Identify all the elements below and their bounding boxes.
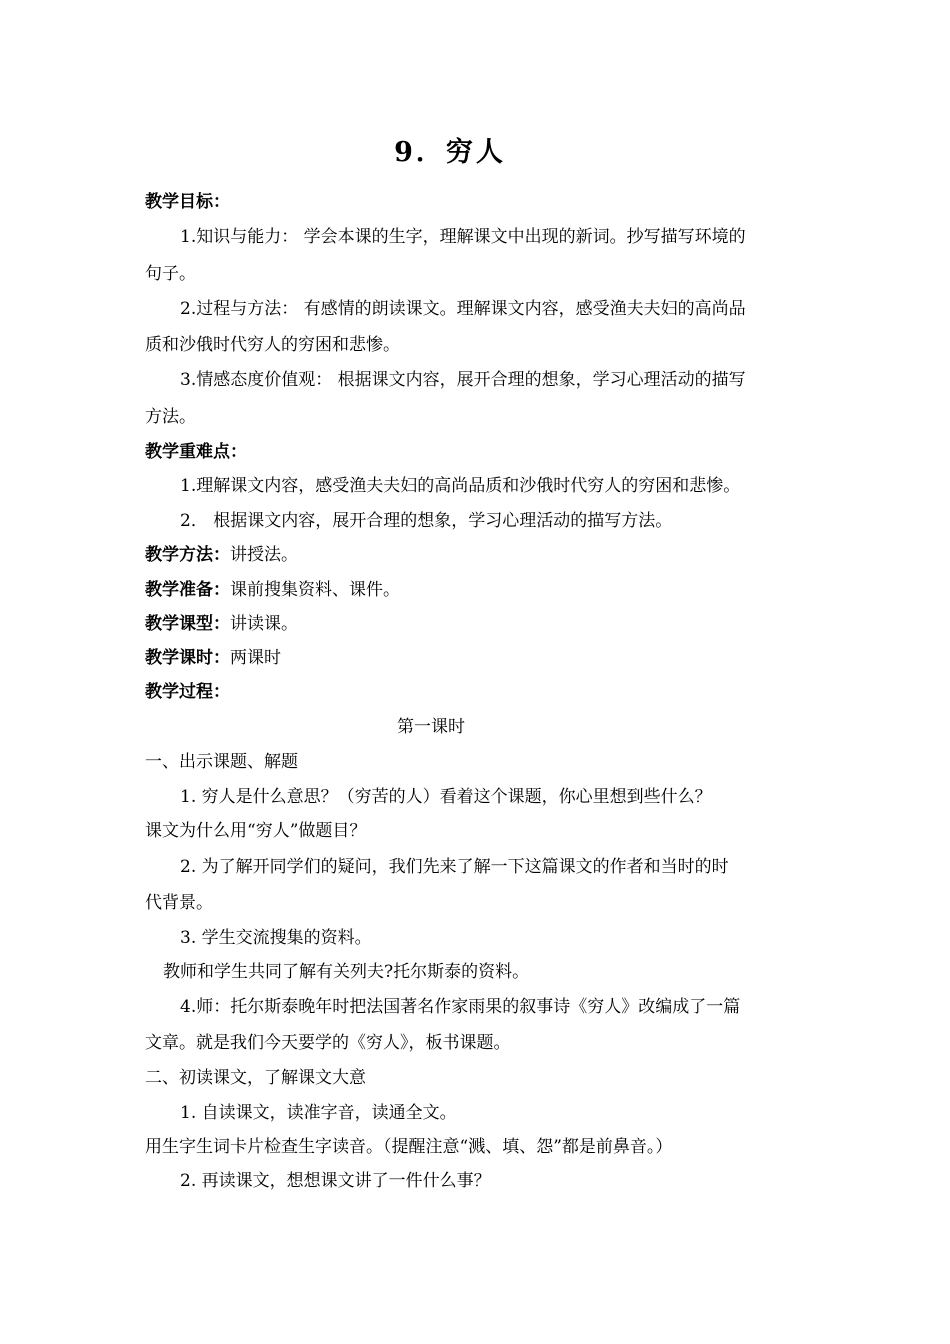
session-title: 第一课时 [397,717,465,737]
prep-label: 教学准备： [145,580,230,600]
step-2-1-note: 用生字生词卡片检查生字读音。（提醒注意“溅、填、怨”都是前鼻音。） [145,1137,673,1157]
goal-1-line-1: 1.知识与能力： 学会本课的生字，理解课文中出现的新词。抄写描写环境的 [180,227,746,247]
step-1-2-line-1: 2. 为了解开同学们的疑问，我们先来了解一下这篇课文的作者和当时的时 [180,857,729,877]
lesson-type-value: 讲读课。 [230,614,298,634]
step-2-2: 2. 再读课文，想想课文讲了一件什么事？ [180,1171,491,1191]
goal-3-line-1: 3.情感态度价值观： 根据课文内容，展开合理的想象，学习心理活动的描写 [180,370,746,390]
step-1-4-line-2: 文章。就是我们今天要学的《穷人》，板书课题。 [145,1033,511,1053]
goals-heading: 教学目标： [145,192,230,212]
hours-value: 两课时 [230,648,281,668]
goal-3-line-2: 方法。 [145,407,196,427]
step-1-4-line-1: 4.师：托尔斯泰晚年时把法国著名作家雨果的叙事诗《穷人》改编成了一篇 [180,997,741,1017]
section-2-heading: 二、初读课文，了解课文大意 [145,1068,366,1088]
method-row [145,543,298,567]
step-2-1: 1. 自读课文，读准字音，读通全文。 [180,1103,457,1123]
step-1-3-note: 教师和学生共同了解有关列夫?托尔斯泰的资料。 [163,962,530,982]
goal-1-line-2: 句子。 [145,264,196,284]
method-value: 讲授法。 [230,545,298,565]
goal-2-line-2: 质和沙俄时代穷人的穷困和悲惨。 [145,335,400,355]
lesson-type-label: 教学课型： [145,614,230,634]
key-points-heading: 教学重难点： [145,442,247,462]
step-1-2-line-2: 代背景。 [145,893,213,913]
step-1-1-line-2: 课文为什么用“穷人”做题目？ [145,821,367,841]
section-1-heading: 一、出示课题、解题 [145,752,298,772]
hours-label: 教学课时： [145,648,230,668]
key-point-2: 2． 根据课文内容，展开合理的想象，学习心理活动的描写方法。 [180,511,673,531]
prep-value: 课前搜集资料、课件。 [230,580,400,600]
prep-row [145,578,400,602]
method-label: 教学方法： [145,545,230,565]
goal-2-line-1: 2.过程与方法： 有感情的朗读课文。理解课文内容，感受渔夫夫妇的高尚品 [180,299,746,319]
process-heading: 教学过程： [145,682,230,702]
lesson-type-row [145,612,298,636]
key-point-1: 1.理解课文内容，感受渔夫夫妇的高尚品质和沙俄时代穷人的穷困和悲惨。 [180,476,741,496]
step-1-3: 3. 学生交流搜集的资料。 [180,928,372,948]
hours-row [145,646,281,670]
step-1-1-line-1: 1. 穷人是什么意思？（穷苦的人）看着这个课题，你心里想到些什么？ [180,787,712,807]
document-title: 9．穷人 [394,137,506,168]
